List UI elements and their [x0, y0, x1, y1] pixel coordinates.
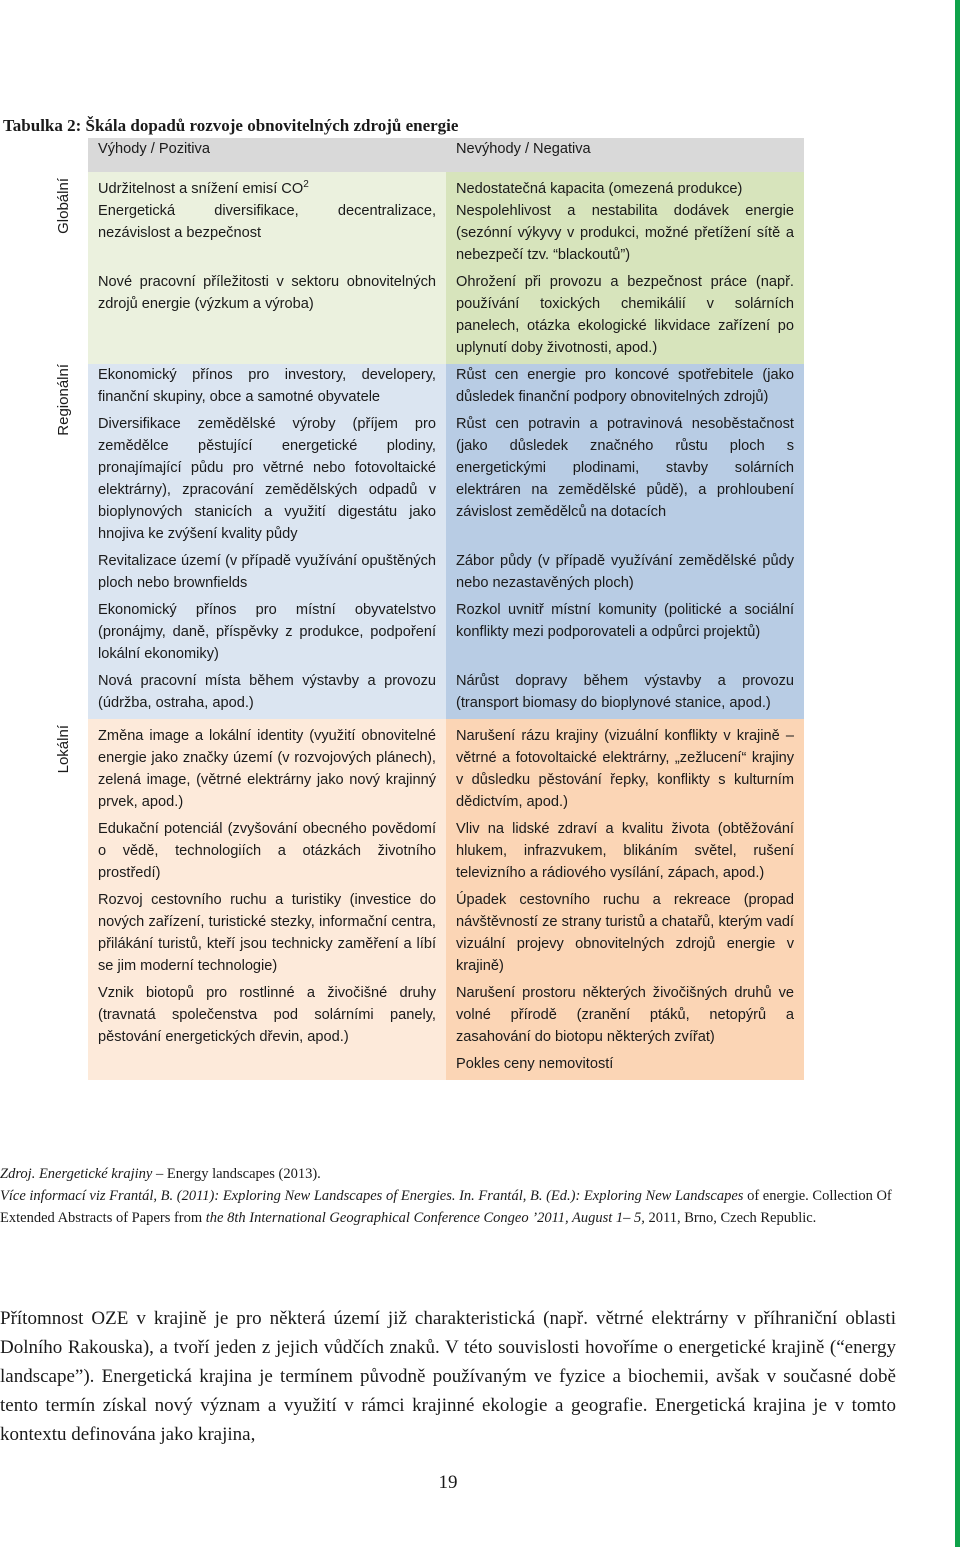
local-disadvantage: Vliv na lidské zdraví a kvalitu života (obtěžování hlukem, infrazvukem, blikáním světel, rušení televizního a rádiového vysílání, zápach, apod.) [446, 818, 804, 889]
regional-advantage: Revitalizace území (v případě využívání opuštěných ploch nebo brownfields [88, 550, 446, 599]
global-disadvantage: Nedostatečná kapacita (omezená produkce) [446, 172, 804, 200]
regional-disadvantage: Růst cen potravin a potravinová nesoběstačnost (jako důsledek značného růstu ploch s energetickými plodinami, stavby solárních elektráren na zemědělské půdě), a prohloubení závislost zemědělců na dotacích [446, 413, 804, 550]
scale-global: Globální [40, 172, 88, 364]
regional-advantage: Ekonomický přínos pro místní obyvatelstvo (pronájmy, daně, příspěvky z produkce, podpoření lokální ekonomiky) [88, 599, 446, 670]
scale-local: Lokální [40, 719, 88, 1080]
table-source: Zdroj. Energetické krajiny – Energy landscapes (2013). Více informací viz Frantál, B. (2011): Exploring New Landscapes of Energies. In. Frantál, B. (Ed.): Exploring New Landscapes of energie. Collection Of Extended Abstracts of Papers from the 8th International Geographical Conference Congeo ’2011, August 1– 5, 2011, Brno, Czech Republic. [0, 1166, 892, 1226]
local-disadvantage: Pokles ceny nemovitostí [446, 1053, 804, 1080]
regional-disadvantage: Růst cen energie pro koncové spotřebitele (jako důsledek finanční podpory obnovitelných zdrojů) [446, 364, 804, 413]
regional-disadvantage: Nárůst dopravy během výstavby a provozu (transport biomasy do bioplynové stanice, apod.) [446, 670, 804, 719]
global-advantage: Udržitelnost a snížení emisí $CO^2$ [88, 172, 446, 200]
local-advantage [88, 1053, 446, 1080]
local-advantage: Rozvoj cestovního ruchu a turistiky (investice do nových zařízení, turistické stezky, informační centra, přilákání turistů, kteří jsou technicky zaměření a líbí se jim moderní technologie) [88, 889, 446, 982]
table-caption: Tabulka 2: Škála dopadů rozvoje obnovitelných zdrojů energie [3, 116, 459, 135]
header-advantages: Výhody / Pozitiva [88, 138, 446, 172]
regional-disadvantage: Zábor půdy (v případě využívání zemědělské půdy nebo nezastavěných ploch) [446, 550, 804, 599]
local-disadvantage: Narušení prostoru některých živočišných druhů ve volné přírodě (zranění ptáků, netopýrů a zasahování do biotopu některých zvířat) [446, 982, 804, 1053]
body-paragraph: Přítomnost OZE v krajině je pro některá území již charakteristická (např. větrné elektrárny v příhraniční oblasti Dolního Rakouska), a tvoří jeden z jejich vůdčích znaků. V této souvislosti hovoříme o energetické krajině (“energy landscape”). Energetická krajina je termínem původně používaným ve fyzice a biochemii, avšak v současné době tento termín získal nový význam a využití v rámci krajinné ekologie a geografie. Energetická krajina je v tomto kontextu definována jako krajina, [0, 1308, 896, 1445]
global-advantage: Nové pracovní příležitosti v sektoru obnovitelných zdrojů energie (výzkum a výroba) [88, 271, 446, 364]
regional-disadvantage: Rozkol uvnitř místní komunity (politické a sociální konflikty mezi podporovateli a odpůrci projektů) [446, 599, 804, 670]
local-advantage: Edukační potenciál (zvyšování obecného povědomí o vědě, technologiích a otázkách životního prostředí) [88, 818, 446, 889]
impact-table [40, 138, 804, 1080]
local-advantage: Vznik biotopů pro rostlinné a živočišné druhy (travnatá společenstva pod solárními panely, pěstování energetických dřevin, apod.) [88, 982, 446, 1053]
regional-advantage: Diversifikace zemědělské výroby (příjem pro zemědělce pěstující energetické plodiny, pronajímající půdu pro větrné nebo fotovoltaické elektrárny), zpracování zemědělských odpadů v bioplynových stanicích a využití digestátu jako hnojiva ke zvýšení kvality půdy [88, 413, 446, 550]
regional-advantage: Nová pracovní místa během výstavby a provozu (údržba, ostraha, apod.) [88, 670, 446, 719]
local-disadvantage: Úpadek cestovního ruchu a rekreace (propad návštěvností ze strany turistů a chatařů, kterým vadí vizuální projevy obnovitelných zdrojů energie v krajině) [446, 889, 804, 982]
global-advantage: Energetická diversifikace, decentralizace, nezávislost a bezpečnost [88, 200, 446, 271]
page-number: 19 [438, 1472, 458, 1493]
page-edge-bar [955, 0, 960, 1547]
regional-advantage: Ekonomický přínos pro investory, developery, finanční skupiny, obce a samotné obyvatele [88, 364, 446, 413]
global-disadvantage: Ohrožení při provozu a bezpečnost práce (např. používání toxických chemikálií v solárních panelech, otázka ekologické likvidace zařízení po uplynutí doby životnosti, apod.) [446, 271, 804, 364]
local-advantage: Změna image a lokální identity (využití obnovitelné energie jako značky území (v rozvojových plánech), zelená image, (větrné elektrárny jako nový krajinný prvek, apod.) [88, 719, 446, 818]
header-disadvantages: Nevýhody / Negativa [446, 138, 804, 172]
global-disadvantage: Nespolehlivost a nestabilita dodávek energie (sezónní výkyvy v produkci, možné přetížení sítě a nebezpečí tzv. “blackoutů”) [446, 200, 804, 271]
scale-regional: Regionální [40, 364, 88, 719]
local-disadvantage: Narušení rázu krajiny (vizuální konflikty v krajině – větrné a fotovoltaické elektrárny, „zežlucení“ krajiny v důsledku pěstování řepky, konflikty s kulturním dědictvím, apod.) [446, 719, 804, 818]
